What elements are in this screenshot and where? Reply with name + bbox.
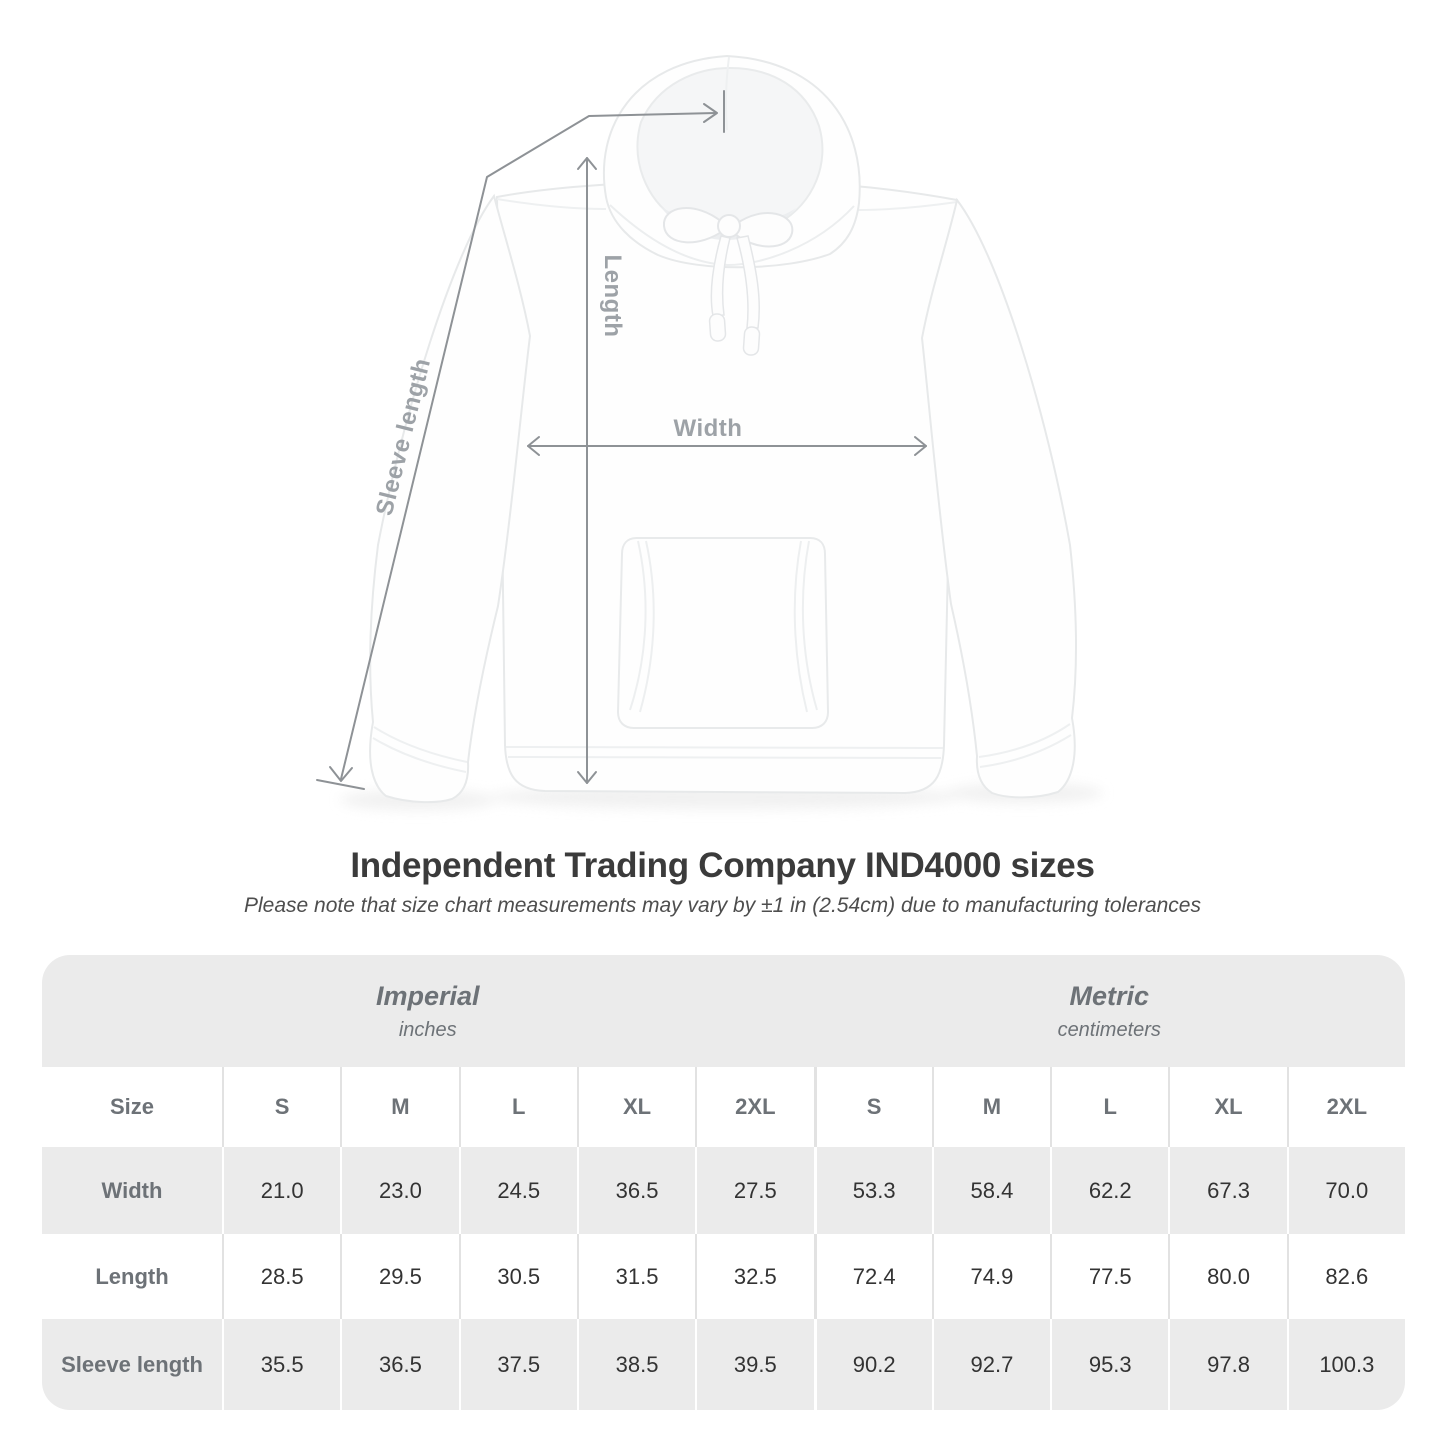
table-value: 31.5: [577, 1234, 695, 1319]
row-label-width: Width: [42, 1147, 222, 1234]
table-value: 67.3: [1168, 1147, 1286, 1234]
table-value: 27.5: [695, 1147, 813, 1234]
table-value: 95.3: [1050, 1319, 1168, 1410]
page-subtitle: Please note that size chart measurements may vary by ±1 in (2.54cm) due to manufacturing tolerances: [244, 894, 1201, 917]
table-value: 62.2: [1050, 1147, 1168, 1234]
table-value: 82.6: [1287, 1234, 1405, 1319]
unit-group-sublabel: centimeters: [1057, 1018, 1161, 1041]
unit-group-imperial: [42, 955, 814, 1067]
table-value: 80.0: [1168, 1234, 1286, 1319]
width-dimension-label: Width: [673, 415, 743, 442]
page-title: Independent Trading Company IND4000 sizes: [350, 846, 1095, 885]
table-value: 77.5: [1050, 1234, 1168, 1319]
unit-group-label: Metric: [1069, 980, 1150, 1011]
table-value: 35.5: [222, 1319, 340, 1410]
table-value: 32.5: [695, 1234, 813, 1319]
size-column-header: XL: [1168, 1067, 1286, 1147]
unit-group-metric: [814, 955, 1406, 1067]
size-column-header: L: [1050, 1067, 1168, 1147]
table-value: 29.5: [340, 1234, 458, 1319]
size-column-header: 2XL: [1287, 1067, 1405, 1147]
table-value: 30.5: [459, 1234, 577, 1319]
table-value: 58.4: [932, 1147, 1050, 1234]
sleeve-length-dimension-label: Sleeve length: [370, 355, 437, 519]
size-column-header: 2XL: [695, 1067, 813, 1147]
corner-header-size: Size: [42, 1067, 222, 1147]
unit-group-label: Imperial: [375, 980, 480, 1011]
table-value: 37.5: [459, 1319, 577, 1410]
size-column-header: S: [222, 1067, 340, 1147]
row-label-sleeve-length: Sleeve length: [42, 1319, 222, 1410]
table-value: 39.5: [695, 1319, 813, 1410]
length-dimension-label: Length: [599, 254, 626, 338]
table-value: 53.3: [814, 1147, 932, 1234]
size-column-header: M: [340, 1067, 458, 1147]
table-value: 92.7: [932, 1319, 1050, 1410]
size-column-header: S: [814, 1067, 932, 1147]
table-value: 24.5: [459, 1147, 577, 1234]
size-column-header: M: [932, 1067, 1050, 1147]
size-table: [42, 955, 1405, 1410]
table-value: 38.5: [577, 1319, 695, 1410]
table-value: 72.4: [814, 1234, 932, 1319]
table-value: 36.5: [340, 1319, 458, 1410]
table-value: 70.0: [1287, 1147, 1405, 1234]
table-value: 21.0: [222, 1147, 340, 1234]
table-value: 74.9: [932, 1234, 1050, 1319]
table-value: 90.2: [814, 1319, 932, 1410]
size-column-header: XL: [577, 1067, 695, 1147]
row-label-length: Length: [42, 1234, 222, 1319]
table-value: 36.5: [577, 1147, 695, 1234]
size-column-header: L: [459, 1067, 577, 1147]
table-value: 28.5: [222, 1234, 340, 1319]
table-value: 97.8: [1168, 1319, 1286, 1410]
unit-group-sublabel: inches: [398, 1018, 457, 1041]
table-value: 100.3: [1287, 1319, 1405, 1410]
table-value: 23.0: [340, 1147, 458, 1234]
